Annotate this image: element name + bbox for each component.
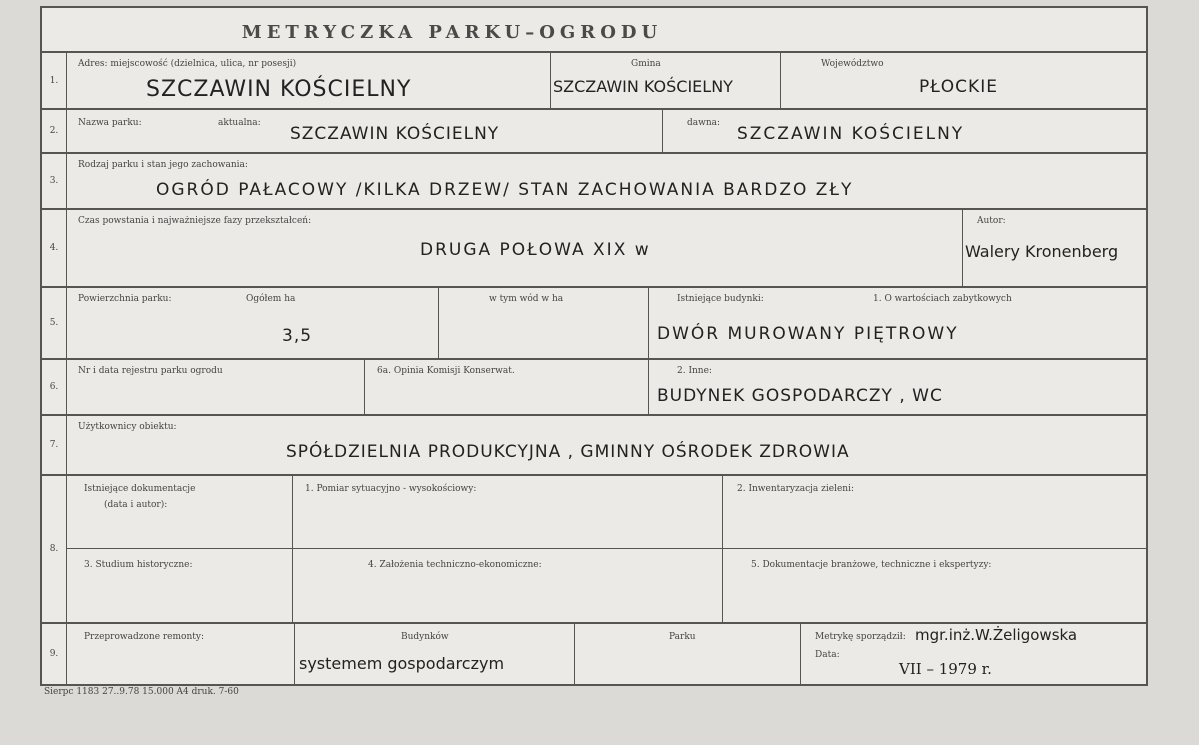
wojewodztwo-label: Województwo <box>821 59 884 69</box>
row-number: 9. <box>42 624 67 684</box>
greenery-inventory-label: 2. Inwentaryzacja zieleni: <box>737 484 855 494</box>
origin-value: DRUGA POŁOWA XIX w <box>420 240 651 260</box>
wojewodztwo-value: PŁOCKIE <box>919 77 998 97</box>
buildings-label: Istniejące budynki: <box>677 294 764 304</box>
buildings-renov-cell <box>294 624 574 684</box>
date-value: VII – 1979 r. <box>899 660 992 678</box>
other-buildings-label: 2. Inne: <box>677 366 712 376</box>
origin-label: Czas powstania i najważniejsze fazy przekształceń: <box>78 216 312 226</box>
print-footer: Sierpc 1183 27..9.78 15.000 A4 druk. 7-60 <box>44 687 239 697</box>
park-renov-label: Parku <box>669 632 696 642</box>
opinion-label: 6a. Opinia Komisji Konserwat. <box>377 366 515 376</box>
expertise-cell <box>722 548 1146 622</box>
inventory-cell <box>722 476 1146 548</box>
row-number: 7. <box>42 416 67 474</box>
buildings-renov-value: systemem gospodarczym <box>299 654 505 673</box>
row-address <box>42 51 1146 108</box>
gmina-label: Gmina <box>631 59 661 69</box>
address-label: Adres: miejscowość (dzielnica, ulica, nr posesji) <box>78 59 297 69</box>
historic-buildings-value: DWÓR MUROWANY PIĘTROWY <box>657 324 959 344</box>
row-number: 8. <box>42 476 67 622</box>
total-ha-value: 3,5 <box>282 326 313 346</box>
wojewodztwo-cell <box>780 53 1146 108</box>
users-label: Użytkownicy obiektu: <box>78 422 177 432</box>
row-number: 1. <box>42 53 67 108</box>
opinion-cell <box>364 360 648 414</box>
other-buildings-cell <box>648 360 1146 414</box>
park-renov-cell <box>574 624 800 684</box>
former-name-cell <box>662 110 1146 152</box>
row-number: 5. <box>42 288 67 358</box>
park-type-value: OGRÓD PAŁACOWY /KILKA DRZEW/ STAN ZACHOWANIA BARDZO ZŁY <box>156 180 854 200</box>
former-name-value: SZCZAWIN KOŚCIELNY <box>737 124 965 144</box>
form-title: METRYCZKA PARKU–OGRODU <box>241 22 663 43</box>
row-renovations <box>42 622 1146 684</box>
form-card <box>40 6 1148 686</box>
area-label: Powierzchnia parku: <box>78 294 172 304</box>
row-park-name <box>42 108 1146 152</box>
row-number: 3. <box>42 154 67 208</box>
expertise-label: 5. Dokumentacje branżowe, techniczne i ekspertyzy: <box>751 560 992 570</box>
buildings-cell <box>648 288 1146 358</box>
date-label: Data: <box>815 650 840 660</box>
row-number: 4. <box>42 210 67 286</box>
row-users <box>42 414 1146 474</box>
survey-label: 1. Pomiar sytuacyjno - wysokościowy: <box>305 484 477 494</box>
buildings-renov-label: Budynków <box>401 632 449 642</box>
compiler-cell <box>800 624 1146 684</box>
total-ha-label: Ogółem ha <box>246 294 296 304</box>
gmina-value: SZCZAWIN KOŚCIELNY <box>553 77 733 96</box>
technical-assumptions-label: 4. Założenia techniczno-ekonomiczne: <box>368 560 542 570</box>
water-cell <box>438 288 648 358</box>
row-number: 6. <box>42 360 67 414</box>
other-buildings-value: BUDYNEK GOSPODARCZY , WC <box>657 386 943 406</box>
author-value: Walery Kronenberg <box>965 242 1119 261</box>
author-label: Autor: <box>977 216 1006 226</box>
users-value: SPÓŁDZIELNIA PRODUKCYJNA , GMINNY OŚRODEK ZDROWIA <box>286 442 850 462</box>
park-name-label: Nazwa parku: <box>78 118 142 128</box>
renovations-label: Przeprowadzone remonty: <box>84 632 204 642</box>
historic-label: 1. O wartościach zabytkowych <box>873 294 1012 304</box>
current-name-value: SZCZAWIN KOŚCIELNY <box>290 124 500 144</box>
historical-study-label: 3. Studium historyczne: <box>84 560 193 570</box>
author-cell <box>962 210 1146 286</box>
gmina-cell <box>550 53 780 108</box>
water-ha-label: w tym wód w ha <box>489 294 564 304</box>
row-documentation <box>42 474 1146 622</box>
register-label: Nr i data rejestru parku ogrodu <box>78 366 223 376</box>
compiler-value: mgr.inż.W.Żeligowska <box>915 626 1078 644</box>
address-value: SZCZAWIN KOŚCIELNY <box>146 77 412 102</box>
compiler-label: Metrykę sporządził: <box>815 632 906 642</box>
row-area <box>42 286 1146 358</box>
current-name-label: aktualna: <box>218 118 261 128</box>
documentation-label: Istniejące dokumentacje <box>84 484 196 494</box>
row-park-type <box>42 152 1146 208</box>
park-type-label: Rodzaj parku i stan jego zachowania: <box>78 160 248 170</box>
row-register <box>42 358 1146 414</box>
row-origin <box>42 208 1146 286</box>
row-number: 2. <box>42 110 67 152</box>
documentation-sublabel: (data i autor): <box>104 500 168 510</box>
survey-cell <box>292 476 722 622</box>
former-name-label: dawna: <box>687 118 721 128</box>
